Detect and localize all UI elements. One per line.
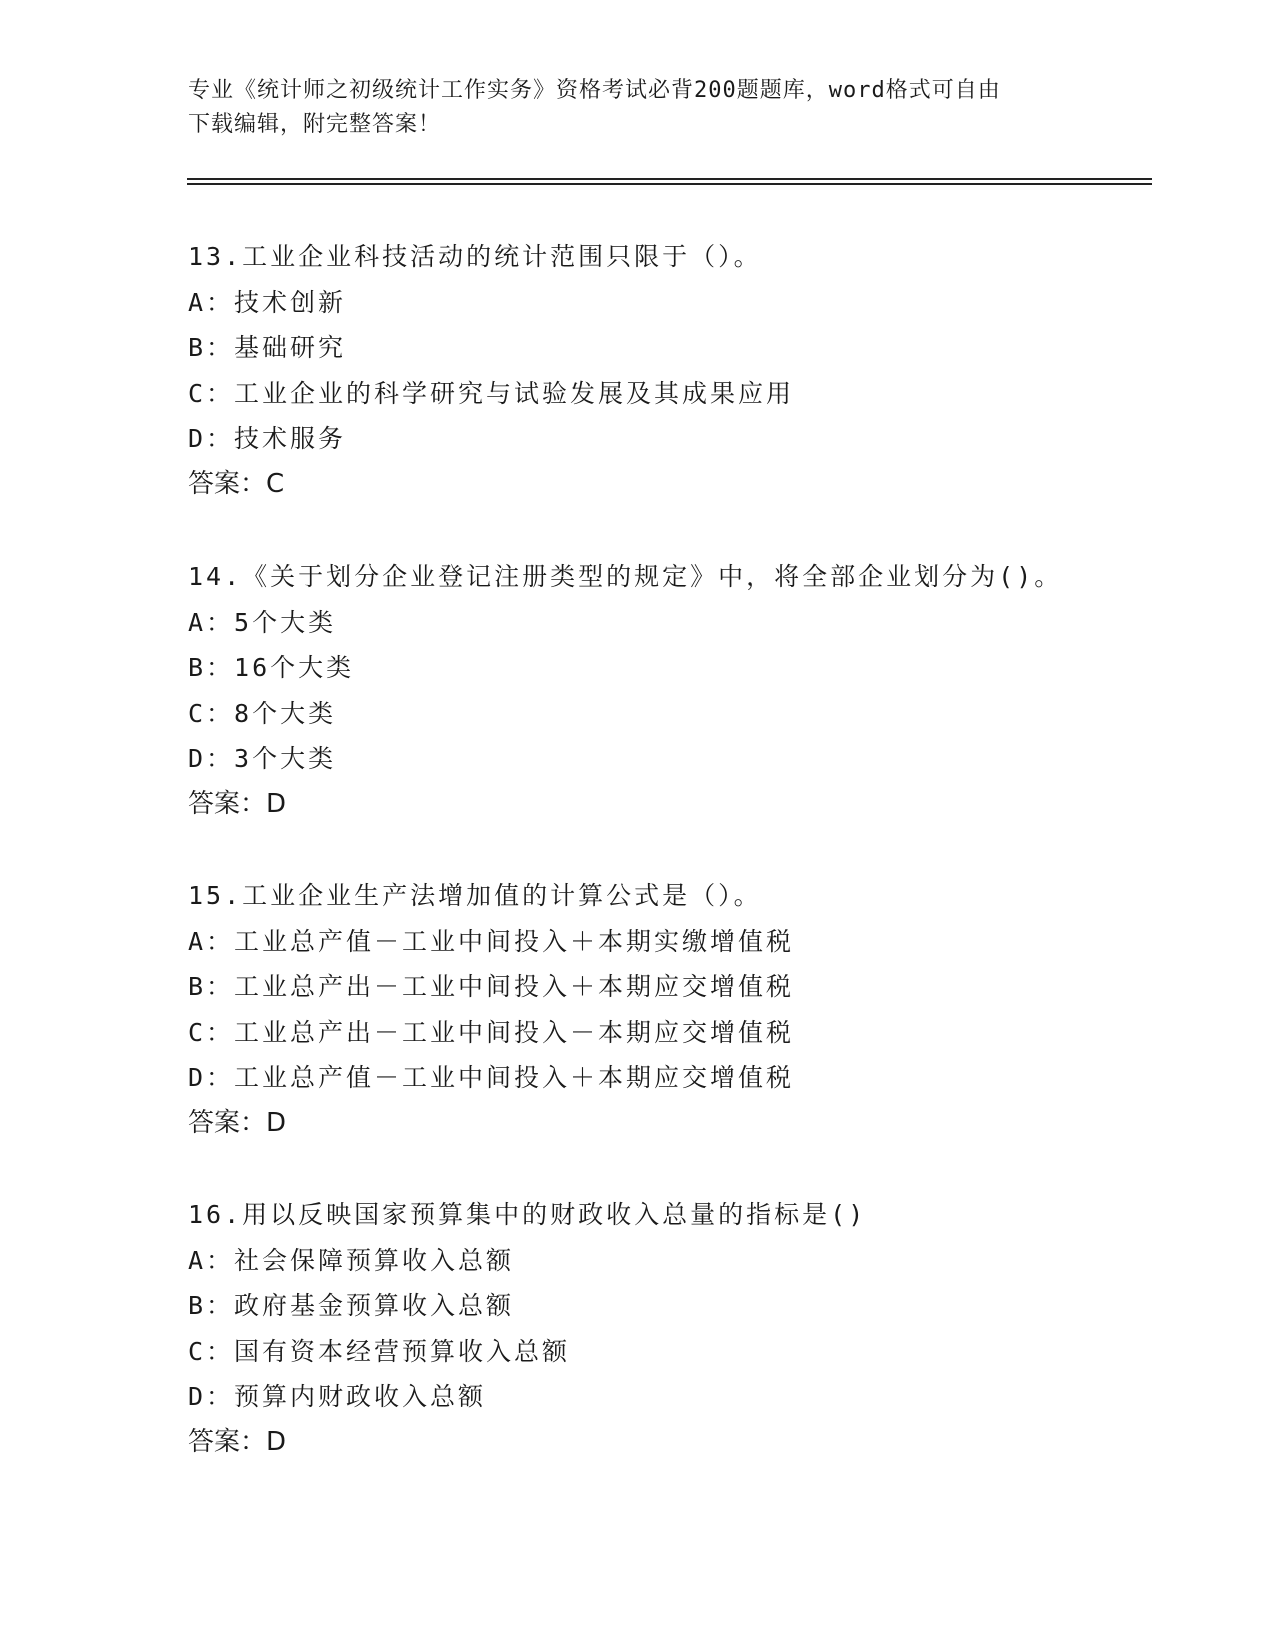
question-stem: 16.用以反映国家预算集中的财政收入总量的指标是() (188, 1200, 867, 1229)
answer-line: 答案：C (188, 468, 285, 499)
option-a: A：5个大类 (188, 607, 337, 637)
question-stem: 15.工业企业生产法增加值的计算公式是（）。 (188, 881, 762, 910)
question-stem: 14.《关于划分企业登记注册类型的规定》中，将全部企业划分为()。 (188, 562, 1063, 591)
document-header (188, 74, 1088, 142)
option-d: D：3个大类 (188, 744, 337, 773)
option-a: A：技术创新 (188, 287, 347, 317)
option-c: C：8个大类 (188, 698, 337, 728)
option-c: C：工业企业的科学研究与试验发展及其成果应用 (188, 378, 795, 408)
question-stem: 13.工业企业科技活动的统计范围只限于（）。 (188, 242, 762, 271)
option-d: D：预算内财政收入总额 (188, 1382, 487, 1411)
question-15 (188, 873, 1148, 1146)
option-d: D：工业总产值－工业中间投入＋本期应交增值税 (188, 1063, 795, 1092)
option-c: C：国有资本经营预算收入总额 (188, 1336, 571, 1366)
question-13 (188, 234, 1148, 507)
option-b: B：政府基金预算收入总额 (188, 1291, 515, 1320)
answer-line: 答案：D (188, 1107, 287, 1138)
option-a: A：工业总产值－工业中间投入＋本期实缴增值税 (188, 926, 795, 956)
question-16 (188, 1192, 1148, 1465)
option-d: D：技术服务 (188, 424, 347, 453)
option-b: B：基础研究 (188, 333, 347, 362)
option-c: C：工业总产出－工业中间投入－本期应交增值税 (188, 1017, 795, 1047)
option-a: A：社会保障预算收入总额 (188, 1245, 515, 1275)
question-14 (188, 554, 1148, 827)
answer-line: 答案：D (188, 1426, 287, 1457)
header-line-2: 下载编辑，附完整答案！ (188, 112, 442, 137)
option-b: B：工业总产出－工业中间投入＋本期应交增值税 (188, 972, 795, 1001)
answer-line: 答案：D (188, 788, 287, 819)
header-line-1: 专业《统计师之初级统计工作实务》资格考试必背200题题库，word格式可自由 (188, 78, 1001, 103)
header-divider-bottom (187, 183, 1152, 185)
header-divider-top (187, 178, 1152, 180)
option-b: B：16个大类 (188, 653, 355, 682)
